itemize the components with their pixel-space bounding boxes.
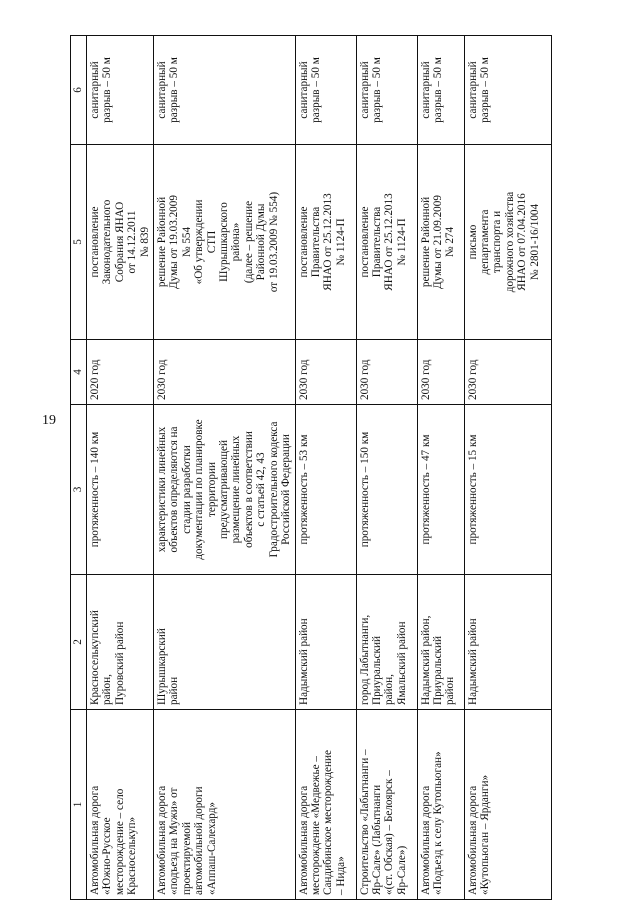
cell-zone	[417, 36, 464, 145]
cell-line: Думы от 19.03.2009	[168, 195, 181, 289]
cell-line: – Нида»	[334, 856, 347, 895]
cell-line: «Об утверждении	[193, 199, 206, 285]
cell-object	[295, 710, 356, 900]
cell-characteristics	[154, 405, 295, 575]
cell-line: 2030 год	[358, 359, 371, 400]
cell-line: Правительства	[309, 206, 322, 278]
cell-document	[356, 145, 417, 340]
cell-location	[87, 575, 154, 710]
cell-line: от 14.12.2011	[126, 210, 139, 274]
table-row	[295, 36, 356, 900]
cell-line: разрыв – 50 м	[168, 57, 181, 123]
cell-line: № 274	[444, 226, 457, 258]
cell-line: предусматривающей	[218, 440, 231, 539]
cell-document	[417, 145, 464, 340]
cell-line: разрыв – 50 м	[309, 57, 322, 123]
cell-line: разрыв – 50 м	[431, 57, 444, 123]
cell-zone	[464, 36, 551, 145]
cell-line: Шурышкарский	[156, 628, 169, 705]
cell-line: Сандибинское месторождение	[322, 750, 335, 895]
cell-line: документации по планировке	[193, 419, 206, 560]
cell-object	[356, 710, 417, 900]
cell-line: «Подъезд к селу Кутопьюган»	[431, 751, 444, 895]
cell-line: ЯНАО от 25.12.2013	[322, 193, 335, 291]
cell-line: дорожного хозяйства	[503, 191, 516, 293]
cell-line: Приуральский	[431, 636, 444, 705]
cell-line: от 19.03.2009 № 554)	[267, 191, 280, 293]
cell-line: департамента	[478, 209, 491, 275]
cell-line: с статьей 42, 43	[255, 452, 268, 527]
cell-line: объектов определяются на	[168, 426, 181, 553]
cell-line: 2030 год	[156, 359, 169, 400]
cell-line: решение Районной	[156, 196, 169, 288]
cell-line: Яр-Сале» (Лабытнанги	[370, 784, 383, 895]
cell-line: Пуровский район	[113, 621, 126, 705]
cell-line: район,	[383, 674, 396, 705]
cell-line: город Лабытнанги,	[358, 614, 371, 705]
cell-line: постановление	[358, 206, 371, 278]
cell-characteristics	[464, 405, 551, 575]
cell-line: Законодательного	[101, 199, 114, 285]
cell-line: разрыв – 50 м	[478, 57, 491, 123]
cell-line: Надымский район,	[419, 615, 432, 705]
cell-line: «Кутопьюган – Ярданги»	[478, 774, 491, 895]
cell-line: Строительство «Лабытнанги –	[358, 749, 371, 895]
cell-zone	[154, 36, 295, 145]
cell-line: размещение линейных	[230, 435, 243, 544]
cell-line: стадии разработки	[180, 445, 193, 534]
cell-line: 2030 год	[419, 359, 432, 400]
cell-object	[464, 710, 551, 900]
cell-line: постановление	[89, 206, 101, 278]
page-number: 19	[42, 413, 56, 428]
table-row	[87, 36, 154, 900]
cell-line: Автомобильная дорога	[156, 785, 169, 895]
objects-table	[70, 35, 552, 900]
cell-document	[154, 145, 295, 340]
column-header: 4	[71, 340, 87, 405]
cell-line: протяженность – 53 км	[297, 434, 310, 545]
cell-line: 2030 год	[297, 359, 310, 400]
cell-line: Надымский район	[297, 618, 310, 705]
cell-line: территории	[205, 462, 218, 517]
cell-line: Районной Думы	[255, 203, 268, 281]
cell-zone	[87, 36, 154, 145]
cell-line: санитарный	[89, 61, 101, 119]
cell-line: транспорта и	[491, 210, 504, 274]
cell-line: санитарный	[466, 61, 479, 119]
cell-line: письмо	[466, 224, 479, 260]
cell-zone	[356, 36, 417, 145]
cell-line: № 1124-П	[334, 218, 347, 266]
cell-location	[464, 575, 551, 710]
cell-object	[417, 710, 464, 900]
rotated-page-content	[70, 36, 575, 900]
cell-line: «(ст. Обская) – Белоярск –	[383, 770, 396, 895]
cell-line: месторождение «Медвежье –	[309, 756, 322, 895]
cell-line: решение Районной	[419, 196, 432, 288]
cell-line: Собрания ЯНАО	[113, 201, 126, 283]
cell-line: разрыв – 50 м	[101, 57, 114, 123]
cell-line: протяженность – 150 км	[358, 431, 371, 548]
cell-line: Надымский район	[466, 618, 479, 705]
cell-line: Шурышкарского	[218, 202, 231, 282]
cell-location	[417, 575, 464, 710]
cell-year	[356, 340, 417, 405]
cell-line: санитарный	[419, 61, 432, 119]
cell-line: № 839	[138, 226, 151, 258]
cell-line: Ямальский район	[395, 621, 408, 705]
cell-line: месторождение – село	[113, 788, 126, 895]
cell-line: 2030 год	[466, 359, 479, 400]
column-header: 3	[71, 405, 87, 575]
cell-line: Автомобильная дорога	[297, 785, 310, 895]
cell-line: Думы от 21.09.2009	[431, 195, 444, 289]
cell-line: объектов в соответствии	[242, 431, 255, 548]
cell-line: Автомобильная дорога	[89, 785, 101, 895]
cell-year	[295, 340, 356, 405]
cell-year	[464, 340, 551, 405]
cell-line: Правительства	[370, 206, 383, 278]
cell-line: проектируемой	[180, 822, 193, 895]
cell-line: протяженность – 15 км	[466, 434, 479, 545]
cell-location	[295, 575, 356, 710]
cell-line: санитарный	[358, 61, 371, 119]
cell-line: ЯНАО от 07.04.2016	[516, 193, 529, 291]
cell-line: № 554	[180, 226, 193, 258]
cell-year	[87, 340, 154, 405]
cell-line: Красноселькуп»	[126, 816, 139, 895]
cell-line: характеристики линейных	[156, 426, 169, 553]
cell-line: протяженность – 47 км	[419, 434, 432, 545]
cell-line: Российской Федерации	[280, 434, 293, 545]
cell-location	[356, 575, 417, 710]
cell-line: (далее – решение	[242, 200, 255, 284]
cell-line: 2020 год	[89, 359, 101, 400]
column-header: 2	[71, 575, 87, 710]
cell-line: № 1124-П	[395, 218, 408, 266]
cell-year	[154, 340, 295, 405]
cell-location	[154, 575, 295, 710]
table-header-row	[71, 36, 87, 900]
cell-object	[154, 710, 295, 900]
cell-line: район,	[101, 674, 114, 705]
cell-line: Автомобильная дорога	[419, 785, 432, 895]
cell-document	[464, 145, 551, 340]
cell-line: «Южно-Русское	[101, 817, 114, 895]
cell-year	[417, 340, 464, 405]
cell-line: СТП	[205, 230, 218, 254]
cell-zone	[295, 36, 356, 145]
cell-line: район	[168, 676, 181, 705]
column-header: 1	[71, 710, 87, 900]
cell-line: санитарный	[297, 61, 310, 119]
cell-line: № 2801-16/1004	[528, 203, 541, 281]
cell-object	[87, 710, 154, 900]
cell-line: постановление	[297, 206, 310, 278]
cell-characteristics	[417, 405, 464, 575]
cell-line: протяженность – 140 км	[89, 431, 101, 548]
cell-line: санитарный	[156, 61, 169, 119]
cell-document	[87, 145, 154, 340]
cell-line: Градостроительного кодекса	[267, 421, 280, 558]
cell-characteristics	[356, 405, 417, 575]
cell-line: Красноселькупский	[89, 610, 101, 705]
cell-line: район	[444, 676, 457, 705]
cell-line: Автомобильная дорога	[466, 785, 479, 895]
table-row	[356, 36, 417, 900]
cell-line: Приуральский	[370, 636, 383, 705]
table-row	[464, 36, 551, 900]
cell-line: «подъезд на Мужи» от	[168, 787, 181, 895]
column-header: 6	[71, 36, 87, 145]
table-row	[417, 36, 464, 900]
cell-characteristics	[87, 405, 154, 575]
cell-line: «Аппаш-Салехард»	[205, 801, 218, 895]
cell-line: автомобильной дороги	[193, 786, 206, 895]
cell-characteristics	[295, 405, 356, 575]
cell-line: ЯНАО от 25.12.2013	[383, 193, 396, 291]
cell-line: Яр-Сале»)	[395, 845, 408, 895]
cell-line: района»	[230, 222, 243, 262]
cell-line: разрыв – 50 м	[370, 57, 383, 123]
column-header: 5	[71, 145, 87, 340]
table-row	[154, 36, 295, 900]
cell-document	[295, 145, 356, 340]
